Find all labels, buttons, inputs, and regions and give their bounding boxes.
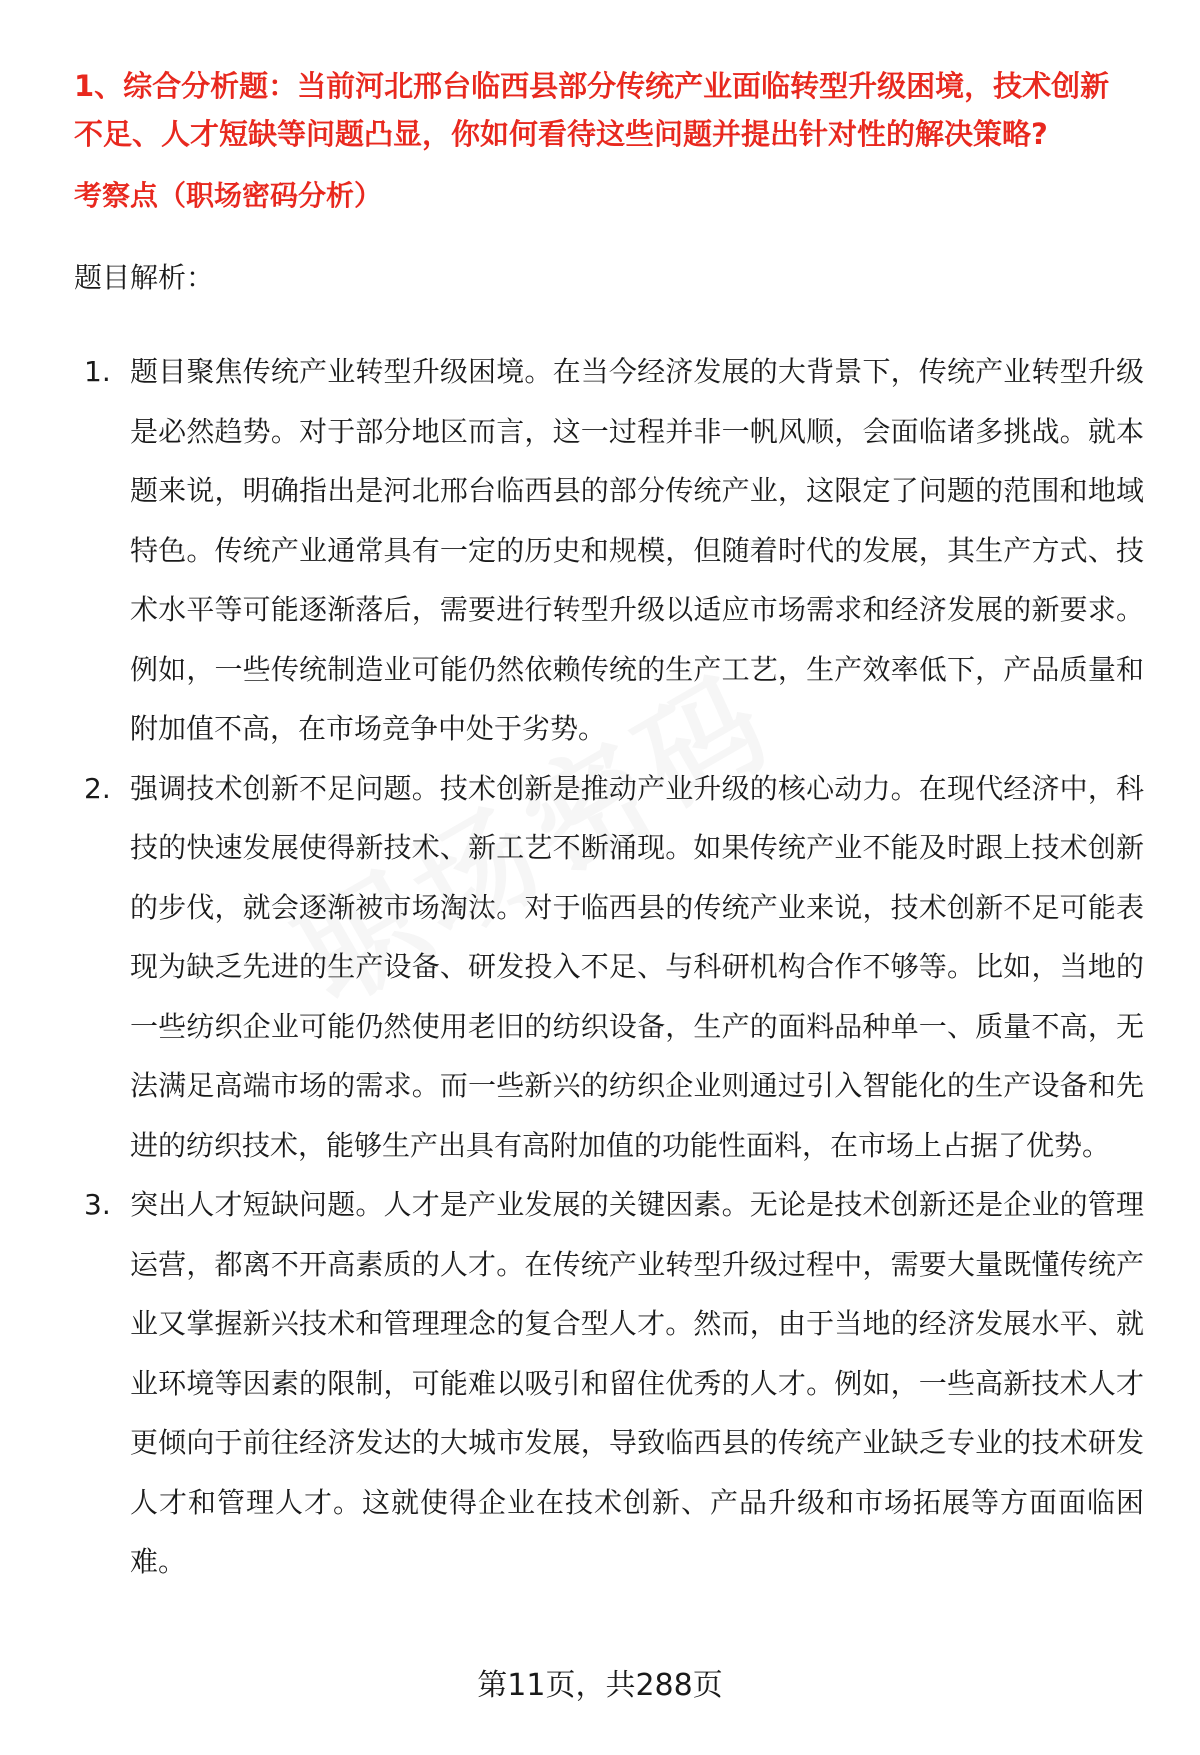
analysis-point (84, 342, 1144, 759)
point-number: 3. (84, 1188, 111, 1221)
point-text: 强调技术创新不足问题。技术创新是推动产业升级的核心动力。在现代经济中，科技的快速发展使得新技术、新工艺不断涌现。如果传统产业不能及时跟上技术创新的步伐，就会逐渐被市场淘汰。对于临西县的传统产业来说，技术创新不足可能表现为缺乏先进的生产设备、研发投入不足、与科研机构合作不够等。比如，当地的一些纺织企业可能仍然使用老旧的纺织设备，生产的面料品种单一、质量不高，无法满足高端市场的需求。而一些新兴的纺织企业则通过引入智能化的生产设备和先进的纺织技术，能够生产出具有高附加值的功能性面料，在市场上占据了优势。 (130, 771, 1144, 1162)
analysis-points-list (84, 342, 1144, 1592)
point-number: 2. (84, 771, 111, 805)
analysis-point (84, 1175, 1144, 1592)
section-title-kaocha: 考察点（职场密码分析） (74, 179, 383, 212)
page-footer: 第11页，共288页 (477, 1668, 723, 1703)
analysis-point (84, 759, 1144, 1176)
point-text: 突出人才短缺问题。人才是产业发展的关键因素。无论是技术创新还是企业的管理运营，都离不开高素质的人才。在传统产业转型升级过程中，需要大量既懂传统产业又掌握新兴技术和管理理念的复合型人才。然而，由于当地的经济发展水平、就业环境等因素的限制，可能难以吸引和留住优秀的人才。例如，一些高新技术人才更倾向于前往经济发达的大城市发展，导致临西县的传统产业缺乏专业的技术研发人才和管理人才。这就使得企业在技术创新、产品升级和市场拓展等方面面临困难。 (130, 1188, 1144, 1578)
point-text: 题目聚焦传统产业转型升级困境。在当今经济发展的大背景下，传统产业转型升级是必然趋势。对于部分地区而言，这一过程并非一帆风顺，会面临诸多挑战。就本题来说，明确指出是河北邢台临西县的部分传统产业，这限定了问题的范围和地域特色。传统产业通常具有一定的历史和规模，但随着时代的发展，其生产方式、技术水平等可能逐渐落后，需要进行转型升级以适应市场需求和经济发展的新要求。例如，一些传统制造业可能仍然依赖传统的生产工艺，生产效率低下，产品质量和附加值不高，在市场竞争中处于劣势。 (130, 355, 1144, 745)
point-number: 1. (84, 355, 111, 388)
question-heading: 1、综合分析题：当前河北邢台临西县部分传统产业面临转型升级困境，技术创新不足、人才短缺等问题凸显，你如何看待这些问题并提出针对性的解决策略? (74, 69, 1110, 151)
analysis-label: 题目解析： (74, 261, 215, 294)
